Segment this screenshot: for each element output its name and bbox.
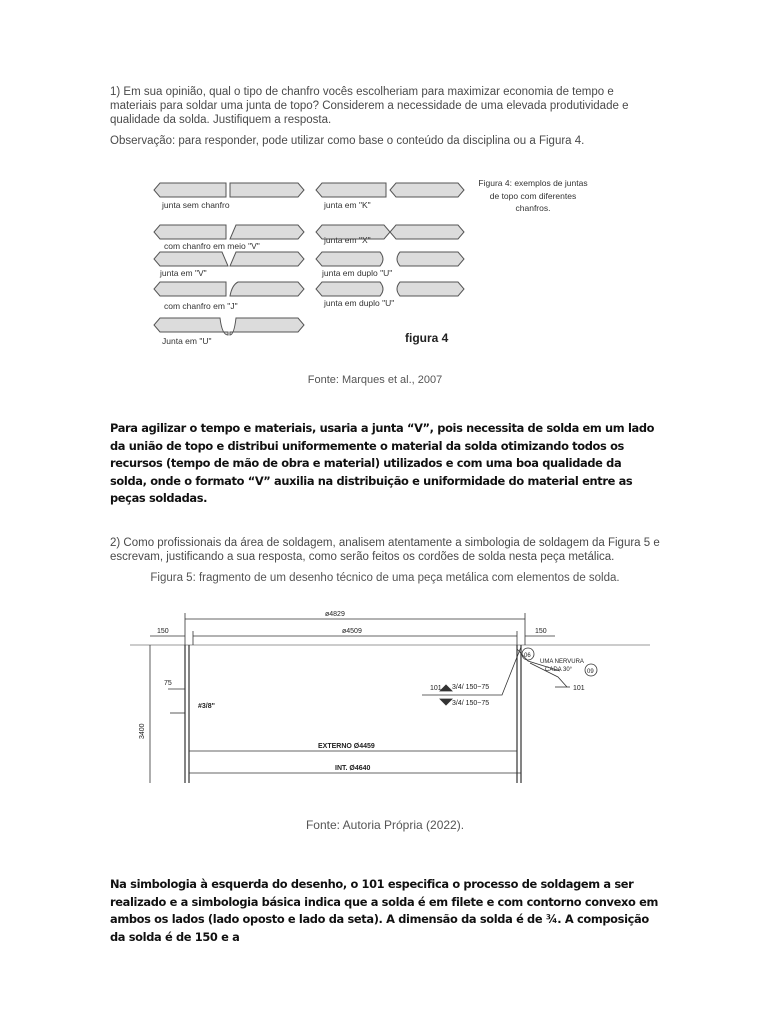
weld-bubble-2: 09 [587,669,594,675]
dim-left-offset: 150 [157,628,169,635]
weld-line-2: 3/4/ 150~75 [452,700,490,707]
fig4-label-1: junta sem chanfro [162,200,230,210]
weld-nervura: UMA NERVURA [540,659,584,665]
question-1-note: Observação: para responder, pode utilizar como base o conteúdo da disciplina ou a Figura 4. [110,135,585,147]
weld-process-2: 101 [573,685,585,692]
question-1: 1) Em sua opinião, qual o tipo de chanfro vocês escolheriam para maximizar economia de tempo e materiais para soldar uma junta de topo? Considerem a necessidade de uma elevada produtividade e qualidade da solda. Justifiquem a resposta. [110,86,629,126]
weld-bubble-1: 06 [524,653,531,659]
dim-vert: 75 [164,680,172,687]
dim-top-outer: ø4829 [325,611,345,618]
figure-5 [130,605,650,805]
dim-top-inner: ø4509 [342,628,362,635]
answer-2: Na simbologia à esquerda do desenho, o 101 especifica o processo de soldagem a ser realizado e a simbologia básica indica que a solda é em filete e com contorno convexo em ambos os lados (lado oposto e lado da seta). A dimensão da solda é de ¾. A composição da solda é de 150 e a [110,877,658,944]
figure-5-caption: Figura 5: fragmento de um desenho técnico de uma peça metálica com elementos de solda. [150,572,620,584]
fig4-title: figura 4 [405,331,449,345]
question-2: 2) Como profissionais da área de soldagem, analisem atentamente a simbologia de soldagem da Figura 5 e escrevam, justificando a sua resposta, como serão feitos os cordões de solda nesta peça metálica. [110,537,660,563]
dim-plate: #3/8" [198,703,215,710]
dim-externo: EXTERNO Ø4459 [318,743,375,750]
dim-height: 3400 [139,723,146,739]
fig4-label-2: com chanfro em meio "V" [164,241,260,251]
fig4-caption: Figura 4: exemplos de juntas de topo com diferentes chanfros. [478,178,588,213]
dim-right-offset: 150 [535,628,547,635]
weld-process: 101 [430,685,442,692]
weld-cada: CADA 30° [545,667,573,673]
fig4-label-8: junta em duplo "U" [322,268,393,278]
fig5-source: Fonte: Autoria Própria (2022). [305,818,465,832]
dim-int: INT. Ø4640 [335,765,371,772]
fig4-label-9: junta em duplo "U" [324,298,395,308]
fig4-label-4: com chanfro em "J" [164,301,238,311]
fig4-label-5: Junta em "U" [162,336,212,346]
answer-1: Para agilizar o tempo e materiais, usaria a junta “V”, pois necessita de solda em um lado da união de topo e distribui uniformemente o material da solda otimizando todos os recursos (tempo de mão de obra e material) utilizados e com uma boa qualidade da solda, onde o formato “V” auxilia na distribuição e uniformidade do material entre as peças soldadas. [110,421,655,505]
weld-line-1: 3/4/ 150~75 [452,684,490,691]
fig4-source: Fonte: Marques et al., 2007 [307,374,443,386]
fig4-label-3: junta em "V" [160,268,207,278]
fig4-label-7: junta em "X" [324,235,371,245]
fig4-label-6: junta em "K" [324,200,371,210]
figure-4 [150,175,610,395]
